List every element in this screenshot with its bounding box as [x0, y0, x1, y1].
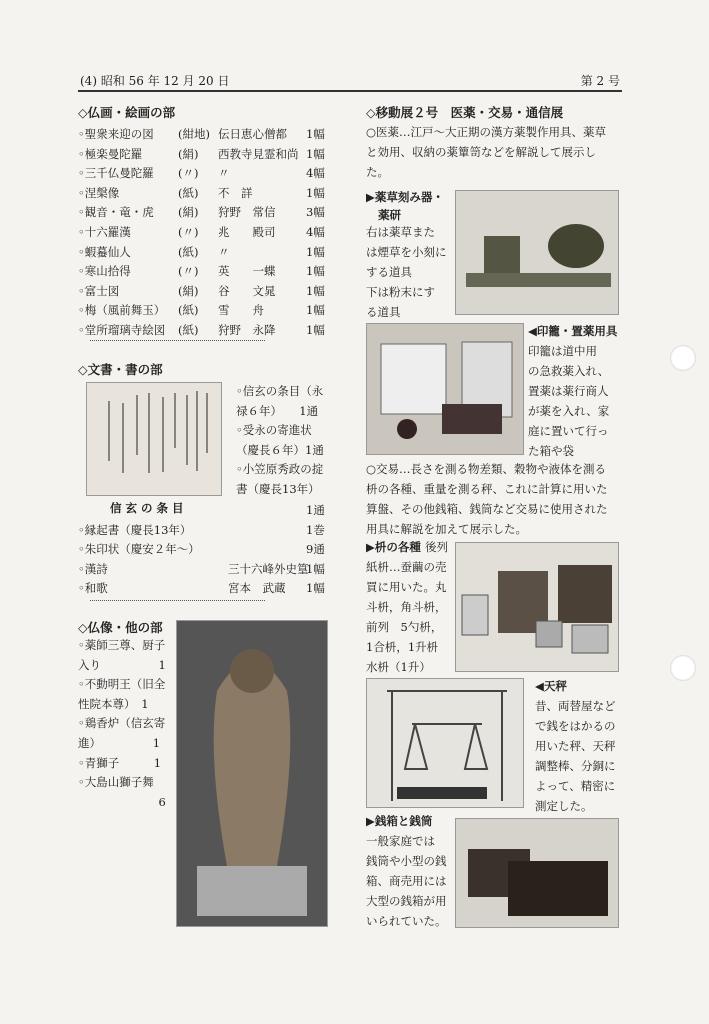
coin-box-photo: [455, 818, 619, 928]
painting-row: [78, 185, 348, 203]
painting-name: ◦堂所瑠璃寺絵図: [78, 323, 166, 337]
painting-owner: 〃: [218, 244, 230, 259]
masu-line: 1合枡，1升枡: [366, 640, 439, 654]
painting-row: [78, 224, 348, 242]
painting-count: 3幅: [306, 205, 325, 220]
masu-image: [456, 543, 618, 671]
painting-owner: 雪 舟: [218, 303, 264, 318]
painting-count: 1幅: [306, 244, 325, 259]
inro-line: が薬を入れ、家: [528, 404, 610, 418]
trade-line: 算盤、その他銭箱、銭筒など交易に使用された: [366, 502, 608, 516]
painting-row: [78, 165, 348, 183]
intro-line: と効用、収納の薬簞笥などを解説して展示し: [366, 145, 596, 159]
masu-line: 買に用いた。丸: [366, 580, 447, 594]
painting-owner: 不 詳: [218, 185, 253, 200]
document-owner: 宮本 武蔵: [228, 581, 286, 596]
herb-line: 右は薬草また: [366, 225, 435, 239]
binder-hole: [670, 655, 696, 681]
scale-line: 昔、両替屋など: [535, 699, 616, 713]
buddhist-line: 性院本尊） 1: [78, 696, 149, 711]
statue-image: [177, 621, 327, 926]
trade-line: 用具に解説を加えて展示した。: [366, 522, 527, 536]
painting-name: ◦寒山拾得: [78, 264, 131, 279]
exhibit-title: ◇移動展２号 医薬・交易・通信展: [366, 105, 564, 120]
issue-date: (4) 昭和 56 年 12 月 20 日: [80, 74, 230, 88]
painting-name: ◦聖衆来迎の図: [78, 127, 154, 141]
document-row: [78, 561, 348, 579]
paintings-title: ◇仏画・絵画の部: [78, 105, 176, 120]
masu-title: ▶枡の各種: [366, 540, 421, 554]
buddhist-line: ◦大島山獅子舞: [78, 775, 154, 790]
document-row: [78, 580, 348, 598]
painting-row: [78, 204, 348, 222]
painting-material: (紙): [178, 303, 199, 318]
document-side-line: ◦受永の寄進状: [236, 423, 312, 438]
painting-row: [78, 263, 348, 281]
balance-title: ◀天秤: [535, 679, 567, 693]
document-photo-caption: 信 玄 の 条 目: [110, 501, 184, 515]
painting-name: ◦観音・竜・虎: [78, 205, 154, 220]
scale-line: で銭をはかるの: [535, 719, 616, 733]
scale-line: 測定した。: [535, 799, 593, 813]
inro-image: [367, 324, 523, 454]
painting-row: [78, 302, 348, 320]
herb-tools-image: [456, 191, 618, 314]
document-row: [78, 502, 348, 520]
painting-row: [78, 322, 348, 340]
balance-scale-photo: [366, 678, 524, 808]
painting-owner: 英 一蝶: [218, 264, 276, 279]
trade-line: 枡の各種、重量を測る秤、これに計算に用いた: [366, 482, 608, 496]
painting-name: ◦十六羅漢: [78, 225, 131, 239]
buddhist-line: ◦不動明王（旧全: [78, 677, 166, 692]
document-count: 1通: [306, 503, 325, 517]
coin-box-title: ▶銭箱と銭筒: [366, 814, 433, 828]
inro-line: た箱や袋: [528, 444, 574, 458]
inro-line: の急救薬入れ、: [528, 364, 610, 378]
document-name: ◦漢詩: [78, 561, 108, 576]
document-count: 1幅: [306, 561, 325, 576]
painting-owner: 狩野 永降: [218, 323, 276, 337]
inro-title: ◀印籠・置薬用具: [528, 324, 618, 338]
painting-name: ◦涅槃像: [78, 185, 120, 200]
painting-name: ◦極楽曼陀羅: [78, 146, 143, 161]
buddhist-title: ◇仏像・他の部: [78, 620, 163, 635]
herb-line: る道具: [366, 305, 401, 319]
painting-count: 1幅: [306, 323, 325, 337]
herb-cutter-photo: [455, 190, 619, 315]
painting-count: 1幅: [306, 146, 325, 161]
painting-count: 1幅: [306, 264, 325, 279]
trade-line: ○交易…長さを測る物差類、穀物や液体を測る: [366, 462, 607, 476]
coin-box-image: [456, 819, 618, 927]
painting-material: (絹): [178, 146, 199, 161]
masu-photo: [455, 542, 619, 672]
coin-line: 大型の銭箱が用: [366, 894, 447, 908]
painting-row: [78, 126, 348, 144]
painting-name: ◦富士図: [78, 283, 120, 298]
document-side-line: ◦信玄の条目（永: [236, 384, 324, 398]
painting-material: (紙): [178, 323, 199, 337]
herb-line: は煙草を小刻に: [366, 245, 447, 259]
issue-number: 第 2 号: [580, 74, 620, 88]
inro-medicine-photo: [366, 323, 524, 455]
intro-line: ○医薬…江戸〜大正期の漢方薬製作用具、薬草: [366, 125, 607, 139]
documents-title: ◇文書・書の部: [78, 362, 163, 377]
herb-line: する道具: [366, 265, 412, 279]
painting-owner: 〃: [218, 166, 230, 181]
herb-cutter-title: ▶薬草刻み器・: [366, 190, 444, 204]
painting-material: (紙): [178, 244, 199, 259]
divider: [90, 340, 265, 341]
buddhist-line: ◦青獅子 1: [78, 755, 162, 770]
inro-line: 庭に置いて行っ: [528, 424, 609, 438]
painting-material: (絹): [178, 283, 199, 298]
buddhist-line: 入り 1: [78, 657, 166, 672]
masu-line: 前列 5勺枡，: [366, 620, 443, 634]
inro-line: 印籠は道中用: [528, 344, 597, 358]
painting-material: (絹): [178, 205, 199, 220]
painting-name: ◦蝦蟇仙人: [78, 244, 131, 259]
document-name: ◦朱印状（慶安２年〜）: [78, 542, 200, 557]
document-side-line: （慶長６年）1通: [236, 442, 324, 457]
painting-count: 1幅: [306, 303, 325, 318]
painting-row: [78, 146, 348, 164]
buddhist-line: 進） 1: [78, 736, 161, 750]
coin-line: いられていた。: [366, 914, 447, 928]
herb-line: 下は粉末にす: [366, 285, 435, 299]
masu-line: 斗枡，角斗枡，: [366, 600, 447, 614]
painting-count: 4幅: [306, 225, 325, 239]
scale-line: よって、精密に: [535, 779, 616, 793]
scale-line: 調整棒、分銅に: [535, 759, 616, 773]
divider: [90, 600, 265, 601]
buddhist-line: 6: [78, 794, 166, 809]
shingen-document-photo: [86, 382, 222, 496]
painting-owner: 伝日恵心僧都: [218, 127, 287, 141]
document-name: ◦和歌: [78, 581, 108, 596]
document-side-line: 禄６年） 1通: [236, 403, 319, 418]
document-row: [78, 541, 348, 559]
painting-owner: 兆 殿司: [218, 225, 276, 239]
header-rule: [78, 90, 622, 92]
masu-line: 紙枡…蚕繭の売: [366, 560, 447, 574]
buddhist-line: ◦鶏香炉（信玄寄: [78, 716, 166, 731]
herb-cutter-title-2: 薬研: [378, 208, 401, 222]
binder-hole: [670, 345, 696, 371]
buddhist-line: ◦薬師三尊、厨子: [78, 638, 166, 652]
painting-count: 1幅: [306, 283, 325, 298]
document-owner: 三十六峰外史篁: [228, 561, 309, 576]
intro-line: た。: [366, 165, 389, 179]
painting-row: [78, 283, 348, 301]
painting-owner: 西教寺見霊和尚: [218, 146, 299, 161]
painting-count: 1幅: [306, 127, 325, 141]
document-name: ◦縁起書（慶長13年）: [78, 522, 192, 537]
painting-name: ◦三千仏曼陀羅: [78, 166, 154, 181]
painting-owner: 谷 文晁: [218, 283, 276, 298]
masu-line: 水枡（1升）: [366, 660, 431, 674]
document-count: 1巻: [306, 522, 325, 537]
painting-material: (紺地): [178, 127, 210, 141]
painting-name: ◦梅（風前舞玉）: [78, 303, 166, 318]
coin-line: 一般家庭では: [366, 834, 435, 848]
painting-material: (〃): [178, 264, 199, 279]
document-count: 1幅: [306, 581, 325, 596]
painting-material: (紙): [178, 185, 199, 200]
painting-material: (〃): [178, 166, 199, 181]
painting-count: 4幅: [306, 166, 325, 181]
painting-row: [78, 244, 348, 262]
painting-count: 1幅: [306, 185, 325, 200]
fudo-myoo-statue-photo: [176, 620, 328, 927]
coin-line: 箱、商売用には: [366, 874, 447, 888]
painting-material: (〃): [178, 225, 199, 239]
document-count: 9通: [306, 542, 325, 557]
inro-line: 置薬は薬行商人: [528, 384, 609, 398]
document-side-line: 書（慶長13年）: [236, 482, 320, 496]
scale-line: 用いた秤、天秤: [535, 739, 616, 753]
document-row: [78, 522, 348, 540]
coin-line: 銭筒や小型の銭: [366, 854, 447, 868]
scale-image: [367, 679, 523, 807]
painting-owner: 狩野 常信: [218, 205, 276, 220]
calligraphy-image: [87, 383, 221, 495]
masu-line: 後列: [425, 540, 448, 554]
document-side-line: ◦小笠原秀政の掟: [236, 462, 324, 477]
